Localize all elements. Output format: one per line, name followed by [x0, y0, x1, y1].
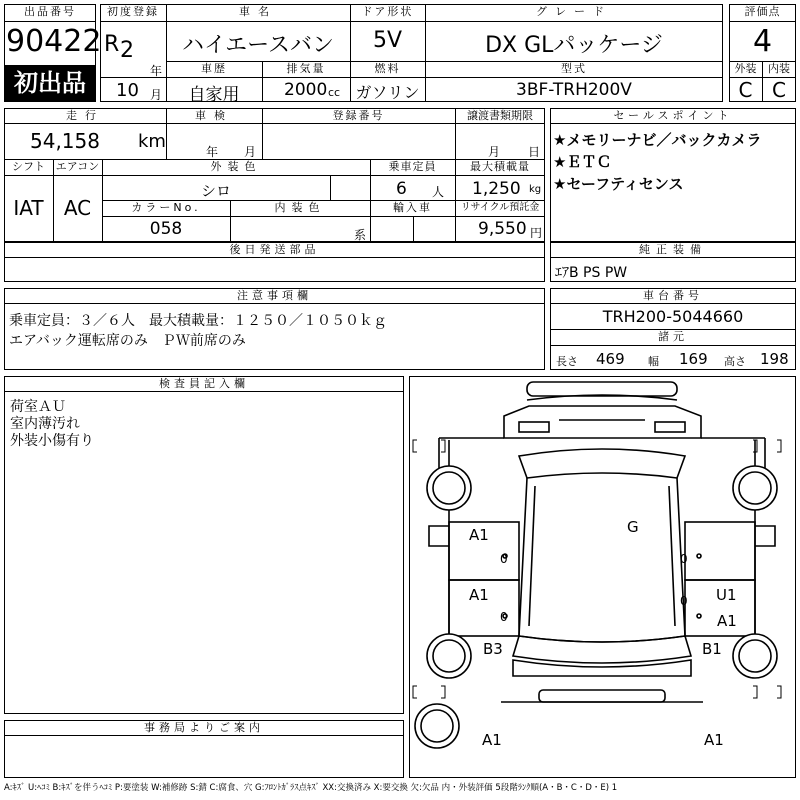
grade-label: グレード — [536, 5, 612, 18]
damage-mark: A1 — [717, 612, 737, 630]
reg-year-unit: 年 — [150, 64, 163, 78]
transfer-day-unit: 日 — [528, 145, 541, 159]
damage-mark: A1 — [704, 731, 724, 749]
reg-era: R — [104, 32, 120, 57]
mileage-label: 走行 — [66, 109, 104, 122]
vehicle-diagram — [409, 376, 796, 778]
inspection-year-unit: 年 — [206, 145, 219, 159]
history-label: 車歴 — [201, 62, 227, 75]
capacity-label: 乗車定員 — [388, 160, 437, 173]
recycle-unit: 円 — [530, 226, 543, 240]
chassis-label: 車台番号 — [643, 289, 703, 302]
transfer-label: 譲渡書類期限 — [467, 109, 533, 122]
sales-point-3: ★セーフティセンス — [553, 175, 684, 193]
shift-label: シフト — [12, 160, 45, 173]
damage-mark: A1 — [482, 731, 502, 749]
inspection-label: 車検 — [195, 109, 233, 122]
recycle-value: 9,550 — [478, 219, 527, 239]
vehicle-name-label: 車名 — [239, 5, 277, 18]
int-color-unit: 系 — [354, 228, 367, 242]
chassis-value: TRH200-5044660 — [602, 307, 744, 326]
damage-mark: A1 — [469, 586, 489, 604]
model-label: 型式 — [561, 62, 587, 75]
lot-number: 90422 — [6, 24, 102, 59]
sales-point-1: ★メモリーナビ／バックカメラ — [553, 131, 762, 149]
max-load-unit: kg — [529, 184, 542, 195]
legend-text: A:ｷｽﾞ U:ﾍｺﾐ B:ｷｽﾞを伴うﾍｺﾐ P:要塗装 W:補修跡 S:錆 C:腐食、穴 G:ﾌﾛﾝﾄｶﾞﾗｽ点ｷｽﾞ XX:交換済み X:要交換 欠:欠品 内・外装評価 5段階ﾗﾝｸ順(A・B・C・D・E) 1 — [4, 783, 618, 793]
int-score: C — [772, 78, 786, 102]
ext-color-value: シロ — [200, 182, 231, 200]
mileage-value: 54,158 — [30, 129, 100, 153]
recycle-label: リサイクル預託金 — [460, 202, 540, 213]
width-value: 169 — [679, 350, 708, 368]
displacement-value: 2000 — [284, 80, 328, 100]
reg-number-label: 登録番号 — [332, 109, 385, 122]
displacement-unit: cc — [328, 86, 341, 99]
ext-score: C — [738, 78, 753, 102]
inspector-label: 検査員記入欄 — [159, 377, 249, 390]
inspection-month-unit: 月 — [244, 145, 257, 159]
sales-point-2: ★ＥＴＣ — [553, 153, 612, 171]
reg-month: 10 — [116, 80, 139, 101]
max-load-value: 1,250 — [472, 179, 521, 199]
reg-year: 2 — [120, 38, 134, 63]
damage-mark: B3 — [483, 640, 503, 658]
capacity-value: 6 — [396, 179, 407, 199]
length-label: 長さ — [556, 355, 578, 368]
shift-value: IAT — [13, 196, 44, 220]
notes-label: 注意事項欄 — [237, 289, 312, 302]
genuine-value: ｴｱB PS PW — [555, 265, 628, 281]
capacity-unit: 人 — [432, 185, 445, 199]
score-value: 4 — [752, 24, 773, 59]
height-value: 198 — [760, 350, 789, 368]
later-parts-label: 後日発送部品 — [229, 243, 320, 256]
displacement-label: 排気量 — [286, 62, 326, 75]
int-score-label: 内装 — [768, 62, 790, 75]
aircon-value: AC — [63, 196, 92, 220]
score-label: 評価点 — [744, 5, 781, 18]
registration-label: 初度登録 — [107, 5, 159, 18]
damage-mark: G — [627, 518, 639, 536]
color-no-value: 058 — [149, 219, 183, 239]
damage-mark: 0 — [680, 594, 688, 608]
damage-mark: 0 — [500, 552, 508, 566]
transfer-month-unit: 月 — [488, 145, 501, 159]
int-color-label: 内装色 — [274, 201, 326, 214]
inspector-line-1: 荷室ＡＵ — [10, 399, 66, 415]
history-value: 自家用 — [188, 85, 240, 105]
damage-mark: A1 — [469, 526, 489, 544]
inspector-line-3: 外装小傷有り — [10, 433, 94, 449]
import-label: 輸入車 — [393, 201, 432, 214]
fuel-value: ガソリン — [355, 83, 420, 102]
notes-line-2: エアバック運転席のみ ＰＷ前席のみ — [9, 333, 246, 349]
width-label: 幅 — [648, 355, 659, 368]
door-label: ドア形状 — [361, 5, 414, 18]
ext-color-label: 外装色 — [210, 160, 262, 173]
genuine-label: 純正装備 — [639, 243, 707, 256]
damage-mark: 0 — [500, 610, 508, 624]
specs-label: 諸元 — [658, 330, 688, 343]
damage-mark: B1 — [702, 640, 722, 658]
grade: DX GLパッケージ — [485, 33, 663, 58]
notes-line-1: 乗車定員：３／６人 最大積載量：１２５０／１０５０ｋｇ — [9, 313, 387, 329]
office-label: 事務局よりご案内 — [144, 721, 264, 734]
ext-score-label: 外装 — [734, 62, 757, 75]
max-load-label: 最大積載量 — [470, 160, 530, 173]
reg-month-unit: 月 — [150, 88, 163, 102]
damage-mark: 0 — [680, 552, 688, 566]
aircon-label: エアコン — [55, 160, 100, 173]
mileage-unit: km — [138, 131, 166, 152]
fuel-label: 燃料 — [374, 62, 401, 75]
color-no-label: カラーNo. — [131, 201, 201, 214]
sales-points-label: セールスポイント — [613, 109, 733, 122]
lot-label: 出品番号 — [24, 5, 76, 18]
door-type: 5V — [372, 28, 403, 53]
vehicle-name: ハイエースバン — [181, 33, 335, 58]
model-value: 3BF-TRH200V — [516, 80, 632, 100]
damage-mark: U1 — [716, 586, 737, 604]
length-value: 469 — [596, 350, 625, 368]
inspector-line-2: 室内薄汚れ — [10, 416, 80, 432]
first-listing-badge: 初出品 — [5, 65, 95, 101]
height-label: 高さ — [724, 355, 746, 368]
